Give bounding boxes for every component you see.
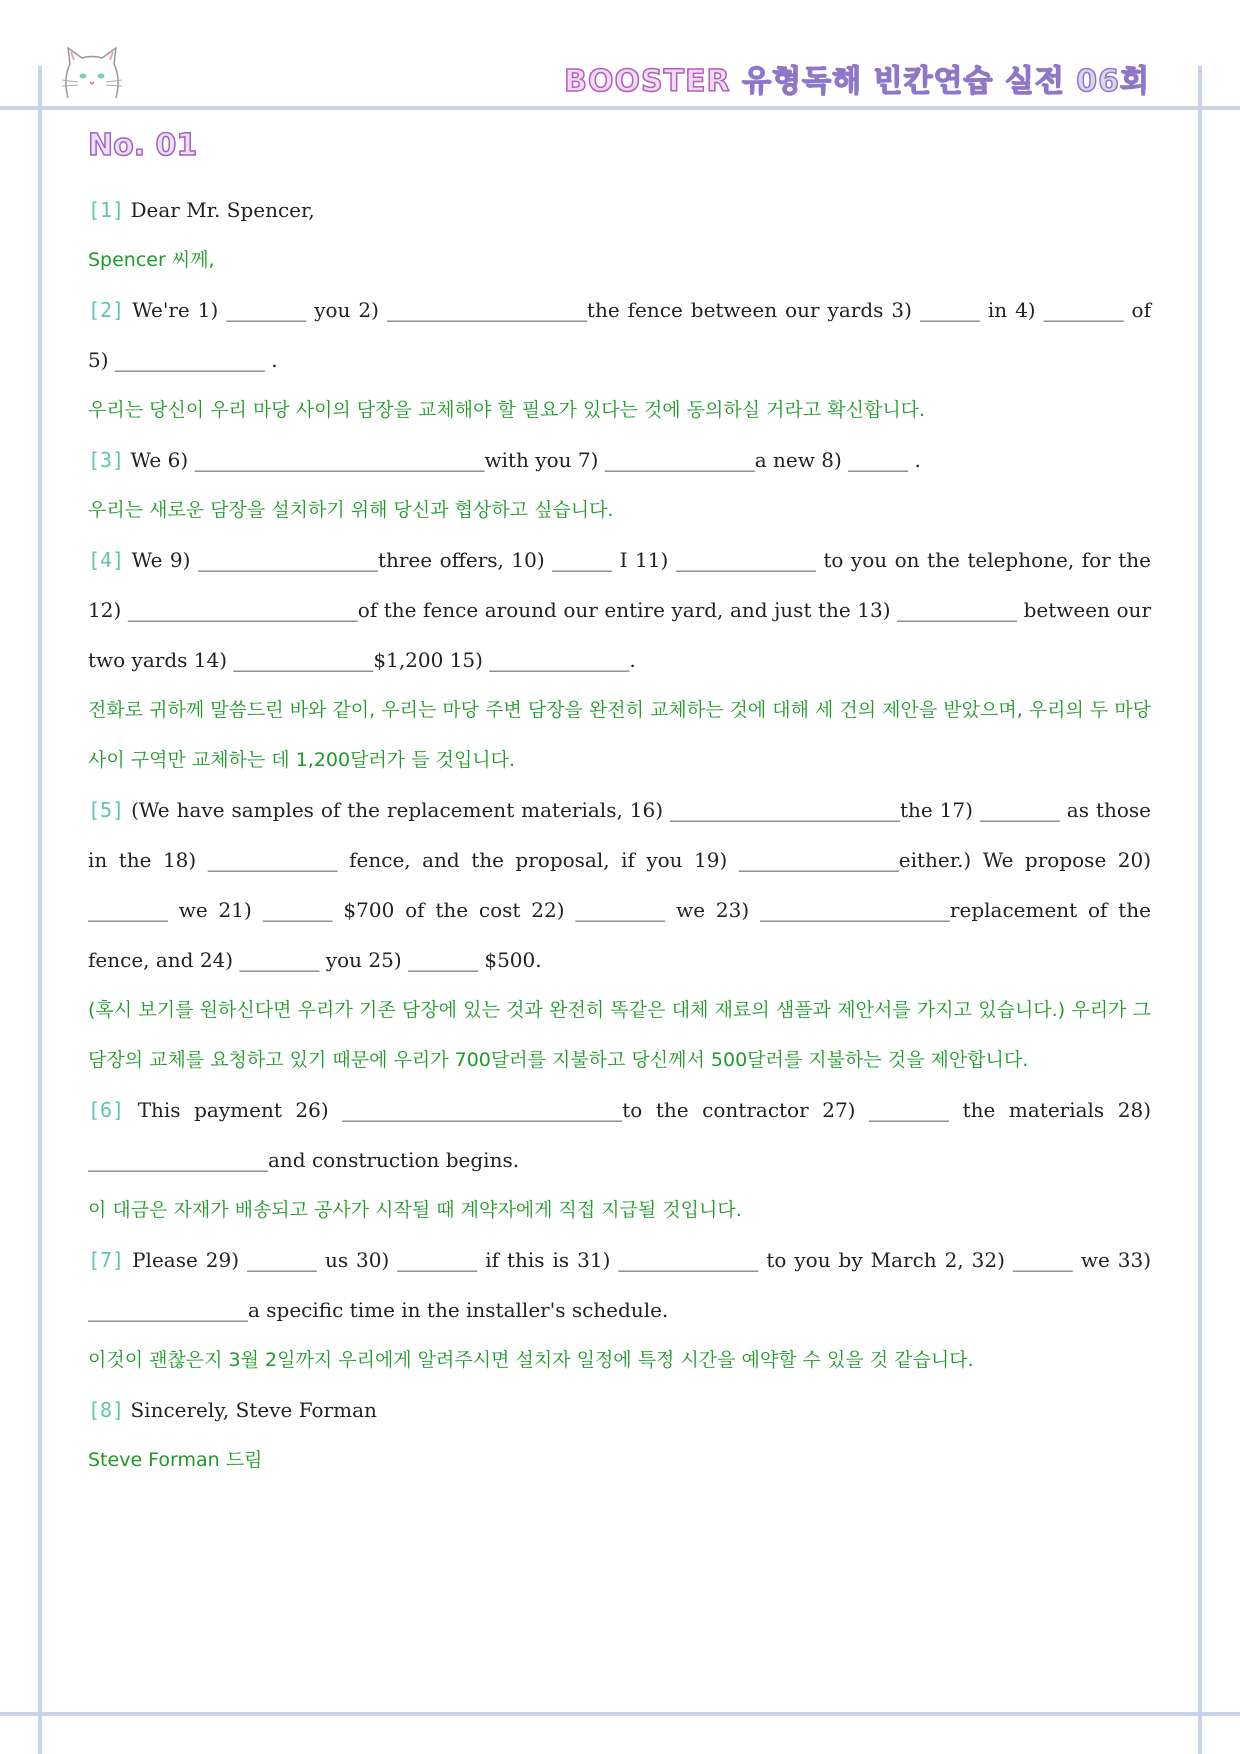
- paragraph-english: [88, 785, 1151, 985]
- paragraph-number: [6]: [88, 1098, 125, 1122]
- paragraph-english: [88, 185, 1151, 235]
- english-text: We 9) __________________three offers, 10) ______ I 11) ______________ to you on the telephone, for the 12) _______________________of the fence around our entire yard, and just the 13) ____________ between our two yards 14) ______________$1,200 15) ______________.: [88, 548, 1152, 672]
- paragraph-number: [3]: [88, 448, 125, 472]
- korean-translation: 우리는 당신이 우리 마당 사이의 담장을 교체해야 할 필요가 있다는 것에 동의하실 거라고 확신합니다.: [88, 399, 926, 421]
- section-number: No. 01: [88, 128, 198, 163]
- header-rule: [0, 106, 1240, 110]
- english-text: (We have samples of the replacement materials, 16) _______________________the 17) ________ as those in the 18) _____________ fence, and the proposal, if you 19) ________________either.) We propose 20) ________ we 21) _______ $700 of the cost 22) _________ we 23) ___________________replacement of the fence, and 24) ________ you 25) _______ $500.: [88, 798, 1151, 972]
- english-text: Dear Mr. Spencer,: [130, 198, 315, 222]
- right-margin-rule: [1198, 66, 1202, 1754]
- worksheet-title: [564, 56, 1150, 100]
- korean-translation: Spencer 씨께,: [88, 249, 215, 271]
- paragraph-number: [5]: [88, 798, 125, 822]
- english-text: We 6) _____________________________with you 7) _______________a new 8) ______ .: [130, 448, 921, 472]
- english-text: Please 29) _______ us 30) ________ if this is 31) ______________ to you by March 2, 32) ______ we 33) ________________a specific time in the installer's schedule.: [88, 1248, 1151, 1322]
- paragraph-english: [88, 285, 1151, 385]
- korean-translation: 이 대금은 자재가 배송되고 공사가 시작될 때 계약자에게 직접 지급될 것입니다.: [88, 1199, 742, 1221]
- paragraph-english: [88, 1085, 1151, 1185]
- paragraph-number: [7]: [88, 1248, 125, 1272]
- left-margin-rule: [38, 66, 42, 1754]
- english-text: Sincerely, Steve Forman: [130, 1398, 377, 1422]
- korean-translation: (혹시 보기를 원하신다면 우리가 기존 담장에 있는 것과 완전히 똑같은 대체 재료의 샘플과 제안서를 가지고 있습니다.) 우리가 그 담장의 교체를 요청하고 있기 때문에 우리가 700달러를 지불하고 당신께서 500달러를 지불하는 것을 제안합니다.: [88, 999, 1151, 1071]
- paragraph-english: [88, 1235, 1151, 1335]
- korean-translation: Steve Forman 드림: [88, 1449, 263, 1471]
- paragraph-english: [88, 535, 1151, 685]
- korean-translation: 이것이 괜찮은지 3월 2일까지 우리에게 알려주시면 설치자 일정에 특정 시간을 예약할 수 있을 것 같습니다.: [88, 1349, 974, 1371]
- korean-translation: 우리는 새로운 담장을 설치하기 위해 당신과 협상하고 싶습니다.: [88, 499, 614, 521]
- paragraph-number: [4]: [88, 548, 125, 572]
- paragraph-number: [2]: [88, 298, 125, 322]
- passage: [88, 185, 1151, 1485]
- cat-icon: [60, 44, 124, 100]
- brand-label: BOOSTER: [564, 64, 731, 99]
- paragraph-english: [88, 1385, 1151, 1435]
- korean-translation: 전화로 귀하께 말씀드린 바와 같이, 우리는 마당 주변 담장을 완전히 교체하는 것에 대해 세 건의 제안을 받았으며, 우리의 두 마당 사이 구역만 교체하는 데 1,200달러가 들 것입니다.: [88, 699, 1151, 771]
- paragraph-number: [1]: [88, 198, 125, 222]
- english-text: This payment 26) ____________________________to the contractor 27) ________ the materials 28) __________________and construction begins.: [88, 1098, 1152, 1172]
- paragraph-english: [88, 435, 1151, 485]
- footer-rule: [0, 1712, 1240, 1716]
- paragraph-number: [8]: [88, 1398, 125, 1422]
- title-text: 유형독해 빈칸연습 실전 06회: [742, 64, 1150, 99]
- english-text: We're 1) ________ you 2) ____________________the fence between our yards 3) ______ in 4) ________ of 5) _______________ .: [88, 298, 1151, 372]
